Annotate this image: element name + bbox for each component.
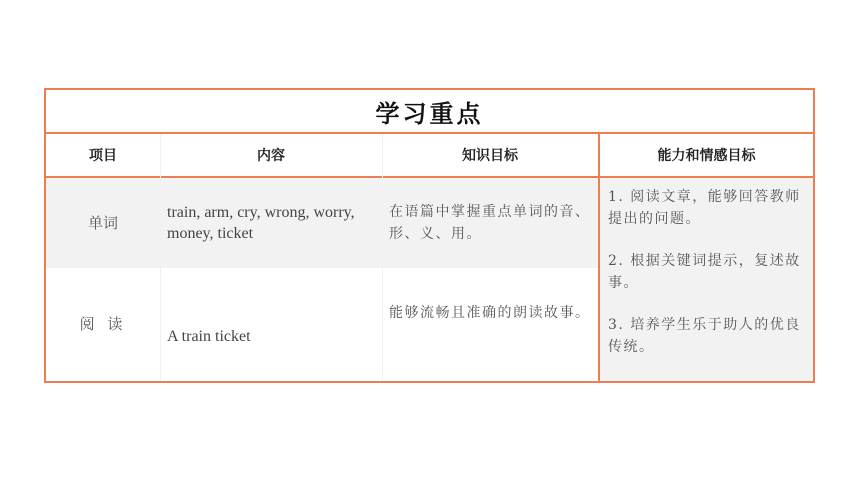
row-item-vocabulary: 单词: [87, 213, 118, 232]
header-item: 项目: [46, 134, 160, 178]
row-knowledge-vocabulary: 在语篇中掌握重点单词的音、形、义、用。: [389, 204, 591, 242]
column-divider: [382, 134, 383, 381]
goal-item: 1. 阅读文章，能够回答教师提出的问题。: [608, 189, 801, 227]
row-content-vocabulary: train, arm, cry, wrong, worry, money, ticket: [167, 204, 355, 242]
key-points-table: [44, 88, 815, 383]
goal-item: 3. 培养学生乐于助人的优良传统。: [608, 317, 801, 355]
header-knowledge-goal: 知识目标: [382, 134, 598, 178]
row-content-reading: A train ticket: [167, 328, 251, 345]
ability-goals-cell: [598, 178, 813, 381]
row-knowledge-reading: 能够流畅且准确的朗读故事。: [389, 305, 591, 321]
goal-item: 2. 根据关键词提示，复述故事。: [608, 253, 801, 291]
table-title: 学习重点: [46, 90, 813, 134]
header-content: 内容: [160, 134, 382, 178]
row-item-reading: 阅 读: [79, 315, 127, 333]
column-divider: [160, 134, 161, 381]
header-ability-goal: 能力和情感目标: [598, 134, 813, 178]
